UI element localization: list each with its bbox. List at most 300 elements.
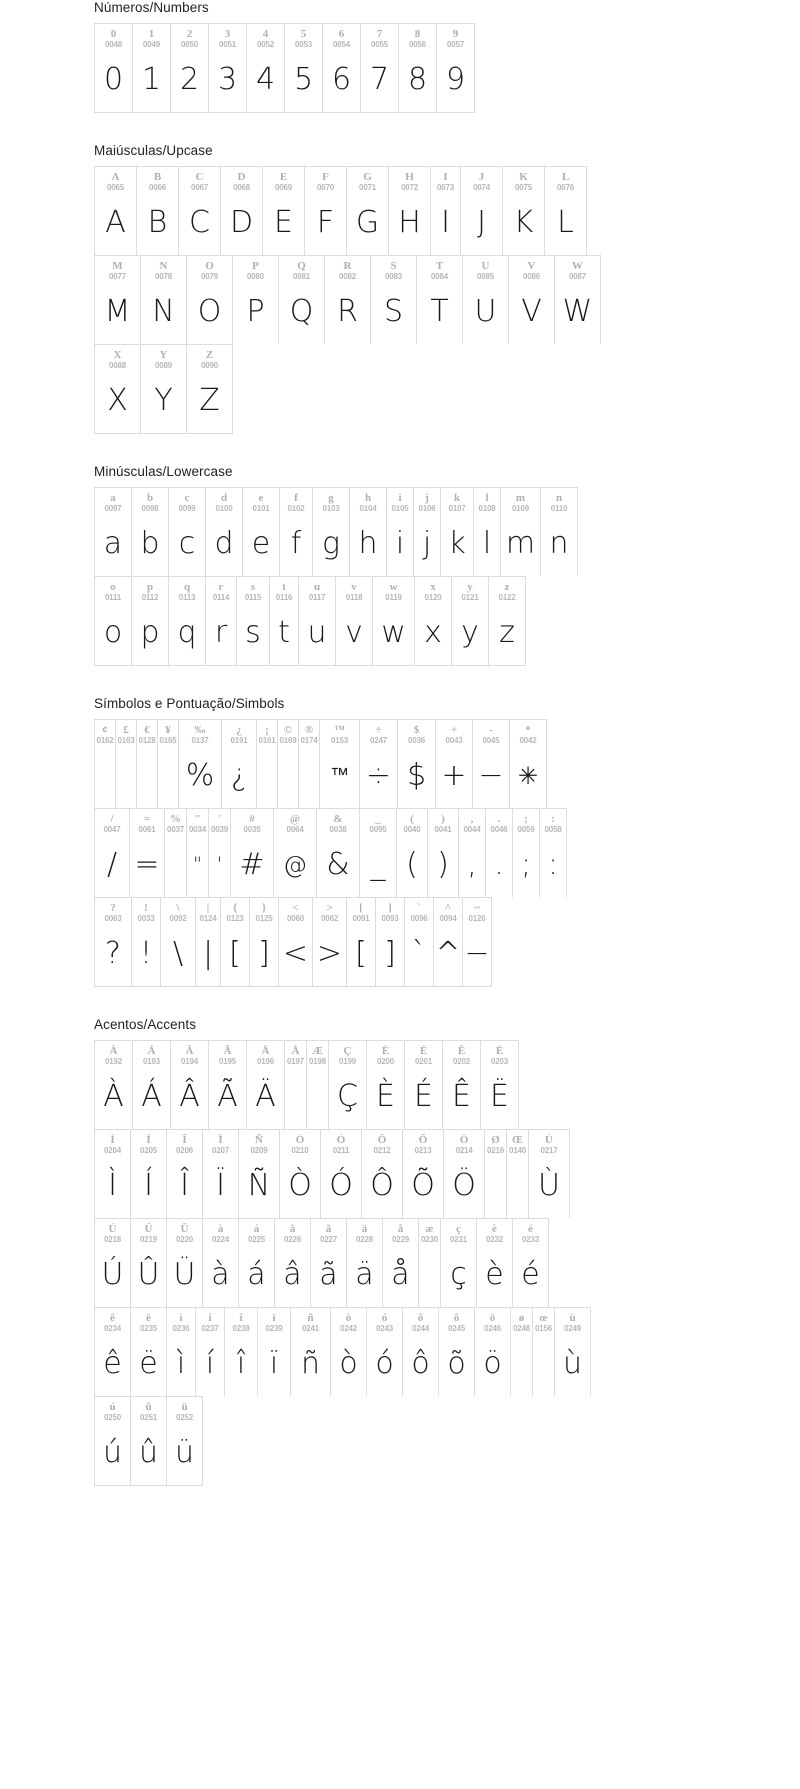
glyph-cell[interactable] xyxy=(167,1308,196,1396)
glyph-cell[interactable] xyxy=(206,577,237,665)
glyph-char-label: ' xyxy=(217,813,222,825)
glyph-cell[interactable] xyxy=(95,256,141,344)
glyph-cell[interactable] xyxy=(206,488,243,576)
glyph-cell[interactable] xyxy=(243,488,280,576)
glyph-cell[interactable] xyxy=(360,720,398,808)
glyph-cell[interactable] xyxy=(280,1130,321,1218)
glyph-cell-head xyxy=(443,1041,480,1070)
glyph-cell[interactable] xyxy=(209,809,231,897)
glyph-cell[interactable] xyxy=(436,720,473,808)
glyph-code-label: 0078 xyxy=(155,272,172,281)
glyph-cell[interactable] xyxy=(419,1219,441,1307)
glyph-cell[interactable] xyxy=(486,809,513,897)
glyph-cell-head xyxy=(225,1308,257,1337)
glyph-sample: m xyxy=(505,525,536,561)
glyph-sample: ò xyxy=(339,1345,358,1381)
glyph-char-label: ® xyxy=(304,724,314,736)
glyph-sample: T xyxy=(430,293,449,329)
glyph-cell[interactable] xyxy=(95,24,133,112)
glyph-cell[interactable] xyxy=(399,24,437,112)
glyph-cell[interactable] xyxy=(187,256,233,344)
glyph-code-label: 0075 xyxy=(515,183,532,192)
glyph-cell[interactable] xyxy=(452,577,489,665)
glyph-code-label: 0083 xyxy=(385,272,402,281)
glyph-sample: Ú xyxy=(101,1256,124,1292)
glyph-cell-head xyxy=(414,488,440,517)
glyph-code-label: 0250 xyxy=(104,1413,121,1422)
glyph-code-label: 0049 xyxy=(143,40,160,49)
glyph-cell-head xyxy=(405,1041,442,1070)
glyph-cell[interactable] xyxy=(167,1219,203,1307)
glyph-code-label: 0084 xyxy=(431,272,448,281)
glyph-cell[interactable] xyxy=(257,720,278,808)
glyph-sample: R xyxy=(337,293,358,329)
glyph-code-label: 0124 xyxy=(199,914,217,923)
glyph-cell-head xyxy=(459,809,485,838)
glyph-cell[interactable] xyxy=(336,577,373,665)
glyph-cell[interactable] xyxy=(95,809,130,897)
glyph-cell-head xyxy=(473,720,509,749)
glyph-char-label: { xyxy=(232,902,238,914)
glyph-cell[interactable] xyxy=(313,898,347,986)
glyph-char-label: Ù xyxy=(545,1134,553,1146)
glyph-cell[interactable] xyxy=(387,488,414,576)
glyph-char-label: m xyxy=(515,492,526,504)
glyph-cell[interactable] xyxy=(169,577,206,665)
glyph-cell[interactable] xyxy=(443,1041,481,1129)
glyph-code-label: 0169 xyxy=(279,736,297,745)
glyph-cell[interactable] xyxy=(513,1219,549,1307)
glyph-cell[interactable] xyxy=(132,488,169,576)
glyph-cell[interactable] xyxy=(299,577,336,665)
glyph-sample: Â xyxy=(179,1078,200,1114)
glyph-sample: ó xyxy=(375,1345,394,1381)
glyph-cell[interactable] xyxy=(161,898,196,986)
glyph-cell[interactable] xyxy=(317,809,360,897)
glyph-cell[interactable] xyxy=(417,256,463,344)
glyph-cell[interactable] xyxy=(481,1041,519,1129)
glyph-sample: ì xyxy=(176,1345,186,1381)
glyph-char-label: # xyxy=(249,813,255,825)
glyph-cell[interactable] xyxy=(279,256,325,344)
section-title: Maiúsculas/Upcase xyxy=(94,143,213,158)
glyph-cell[interactable] xyxy=(95,167,137,255)
glyph-cell-head xyxy=(167,1130,202,1159)
glyph-cell[interactable] xyxy=(141,345,187,433)
glyph-cell[interactable] xyxy=(405,898,434,986)
glyph-char-label: $ xyxy=(413,724,420,736)
glyph-sample: J xyxy=(477,204,486,240)
glyph-sample: ô xyxy=(411,1345,430,1381)
glyph-code-label: 0035 xyxy=(243,825,261,834)
glyph-char-label: ~ xyxy=(474,902,480,914)
glyph-cell[interactable] xyxy=(274,809,317,897)
glyph-cell[interactable] xyxy=(511,1308,533,1396)
glyph-code-label: 0040 xyxy=(403,825,421,834)
glyph-sample: ^ xyxy=(435,935,461,971)
glyph-cell[interactable] xyxy=(187,345,233,433)
glyph-cell[interactable] xyxy=(463,898,492,986)
glyph-sample xyxy=(511,1337,532,1396)
glyph-cell-head xyxy=(336,577,372,606)
glyph-code-label: 0211 xyxy=(332,1146,350,1155)
glyph-cell[interactable] xyxy=(179,167,221,255)
glyph-sample: ï xyxy=(269,1345,279,1381)
glyph-sample xyxy=(507,1159,528,1218)
glyph-cell[interactable] xyxy=(555,1308,591,1396)
glyph-cell[interactable] xyxy=(389,167,431,255)
glyph-char-label: x xyxy=(430,581,436,593)
glyph-cell[interactable] xyxy=(307,1041,329,1129)
glyph-code-label: 0212 xyxy=(373,1146,391,1155)
glyph-cell-head xyxy=(313,488,349,517)
glyph-cell[interactable] xyxy=(95,1130,131,1218)
glyph-cell-head xyxy=(250,898,278,927)
glyph-cell[interactable] xyxy=(360,809,397,897)
glyph-cell[interactable] xyxy=(137,167,179,255)
glyph-char-label: © xyxy=(283,724,293,736)
glyph-char-label: l xyxy=(485,492,489,504)
glyph-cell[interactable] xyxy=(331,1308,367,1396)
glyph-char-label: v xyxy=(351,581,357,593)
glyph-cell[interactable] xyxy=(361,24,399,112)
glyph-cell[interactable] xyxy=(313,488,350,576)
glyph-sample: ] xyxy=(384,935,396,971)
glyph-cell[interactable] xyxy=(459,809,486,897)
glyph-char-label: [ xyxy=(359,902,363,914)
glyph-cell[interactable] xyxy=(95,345,141,433)
glyph-cell[interactable] xyxy=(167,1397,203,1485)
glyph-cell[interactable] xyxy=(116,720,137,808)
glyph-cell[interactable] xyxy=(362,1130,403,1218)
glyph-char-label: € xyxy=(144,724,150,736)
glyph-cell[interactable] xyxy=(95,1397,131,1485)
glyph-sample: I xyxy=(441,204,450,240)
glyph-cell-head xyxy=(133,1041,170,1070)
glyph-sample: í xyxy=(205,1345,215,1381)
glyph-cell-head xyxy=(187,809,208,838)
glyph-cell[interactable] xyxy=(299,720,320,808)
glyph-cell[interactable] xyxy=(187,809,209,897)
glyph-cell[interactable] xyxy=(203,1219,239,1307)
glyph-sample: ö xyxy=(483,1345,502,1381)
glyph-cell[interactable] xyxy=(376,898,405,986)
glyph-cell[interactable] xyxy=(513,809,540,897)
glyph-cell[interactable] xyxy=(221,167,263,255)
glyph-cell[interactable] xyxy=(275,1219,311,1307)
glyph-cell[interactable] xyxy=(233,256,279,344)
glyph-cell[interactable] xyxy=(321,1130,362,1218)
glyph-code-label: 0243 xyxy=(376,1324,393,1333)
glyph-code-label: 0077 xyxy=(109,272,126,281)
glyph-cell[interactable] xyxy=(347,898,376,986)
glyph-sample: 5 xyxy=(293,61,314,97)
glyph-cell[interactable] xyxy=(329,1041,367,1129)
glyph-cell-head xyxy=(510,720,546,749)
glyph-cell[interactable] xyxy=(489,577,526,665)
glyph-cell[interactable] xyxy=(133,1041,171,1129)
glyph-cell-head xyxy=(137,167,178,196)
glyph-cell-head xyxy=(317,809,359,838)
glyph-cell[interactable] xyxy=(131,1308,167,1396)
glyph-cell[interactable] xyxy=(258,1308,291,1396)
glyph-cell[interactable] xyxy=(347,167,389,255)
glyph-code-label: 0248 xyxy=(513,1324,530,1333)
glyph-cell[interactable] xyxy=(509,256,555,344)
glyph-cell[interactable] xyxy=(501,488,541,576)
glyph-sample: î xyxy=(236,1345,246,1381)
glyph-cell[interactable] xyxy=(473,720,510,808)
glyph-cell[interactable] xyxy=(196,1308,225,1396)
glyph-code-label: 0066 xyxy=(149,183,166,192)
glyph-code-label: 0137 xyxy=(191,736,209,745)
glyph-cell[interactable] xyxy=(171,1041,209,1129)
glyph-cell[interactable] xyxy=(95,488,132,576)
glyph-cell[interactable] xyxy=(263,167,305,255)
glyph-cell[interactable] xyxy=(131,1130,167,1218)
glyph-cell-head xyxy=(305,167,346,196)
glyph-cell-head xyxy=(95,577,131,606)
glyph-char-label: r xyxy=(218,581,224,593)
glyph-char-label: b xyxy=(146,492,154,504)
glyph-cell[interactable] xyxy=(555,256,601,344)
glyph-code-label: 0218 xyxy=(104,1235,121,1244)
glyph-sample: > xyxy=(316,935,343,971)
glyph-cell-head xyxy=(383,1219,418,1248)
glyph-cell[interactable] xyxy=(169,488,206,576)
glyph-cell[interactable] xyxy=(209,24,247,112)
glyph-cell[interactable] xyxy=(165,809,187,897)
glyph-char-label: p xyxy=(146,581,154,593)
glyph-code-label: 0110 xyxy=(550,504,568,513)
glyph-code-label: 0233 xyxy=(522,1235,539,1244)
glyph-cell[interactable] xyxy=(541,488,578,576)
glyph-char-label: = xyxy=(143,813,151,825)
glyph-cell[interactable] xyxy=(441,1219,477,1307)
glyph-cell[interactable] xyxy=(439,1308,475,1396)
glyph-cell[interactable] xyxy=(540,809,567,897)
glyph-cell[interactable] xyxy=(373,577,415,665)
glyph-cell[interactable] xyxy=(347,1219,383,1307)
glyph-cell-head xyxy=(95,1041,132,1070)
glyph-cell[interactable] xyxy=(95,1219,131,1307)
glyph-cell[interactable] xyxy=(285,24,323,112)
glyph-cell[interactable] xyxy=(278,720,299,808)
glyph-cell[interactable] xyxy=(463,256,509,344)
glyph-sample: ™ xyxy=(330,764,349,786)
glyph-cell[interactable] xyxy=(428,809,459,897)
glyph-cell[interactable] xyxy=(196,898,221,986)
glyph-cell[interactable] xyxy=(280,488,313,576)
glyph-char-label: Ñ xyxy=(255,1134,263,1146)
glyph-cell[interactable] xyxy=(95,577,132,665)
glyph-cell[interactable] xyxy=(291,1308,331,1396)
glyph-cell-head xyxy=(389,167,430,196)
glyph-cell[interactable] xyxy=(325,256,371,344)
glyph-char-label: ‰ xyxy=(194,724,206,736)
glyph-cell[interactable] xyxy=(247,24,285,112)
glyph-cell[interactable] xyxy=(171,24,209,112)
glyph-code-label: 0082 xyxy=(339,272,356,281)
glyph-cell[interactable] xyxy=(133,24,171,112)
glyph-cell[interactable] xyxy=(209,1041,247,1129)
glyph-sample: H xyxy=(398,204,421,240)
glyph-cell[interactable] xyxy=(179,720,222,808)
glyph-cell[interactable] xyxy=(533,1308,555,1396)
glyph-char-label: Ì xyxy=(110,1134,115,1146)
glyph-cell[interactable] xyxy=(415,577,452,665)
glyph-cell[interactable] xyxy=(323,24,361,112)
glyph-cell[interactable] xyxy=(320,720,360,808)
glyph-cell-head xyxy=(474,488,500,517)
glyph-cell[interactable] xyxy=(158,720,179,808)
glyph-code-label: 0090 xyxy=(201,361,218,370)
glyph-cell[interactable] xyxy=(285,1041,307,1129)
glyph-char-label: } xyxy=(261,902,267,914)
glyph-cell[interactable] xyxy=(398,720,436,808)
glyph-cell-head xyxy=(555,256,600,285)
glyph-sample: é xyxy=(521,1256,540,1292)
glyph-cell[interactable] xyxy=(397,809,428,897)
glyph-sample: t xyxy=(278,614,290,650)
glyph-cell[interactable] xyxy=(350,488,387,576)
glyph-sample: B xyxy=(147,204,168,240)
glyph-cell-head xyxy=(280,488,312,517)
glyph-table xyxy=(0,23,800,113)
glyph-code-label: 0111 xyxy=(104,593,122,602)
glyph-sample: Ì xyxy=(108,1167,117,1203)
glyph-cell[interactable] xyxy=(137,720,158,808)
glyph-cell[interactable] xyxy=(167,1130,203,1218)
glyph-cell[interactable] xyxy=(414,488,441,576)
glyph-sample: G xyxy=(355,204,380,240)
glyph-code-label: 0048 xyxy=(105,40,122,49)
glyph-code-label: 0086 xyxy=(523,272,540,281)
glyph-sample: | xyxy=(202,935,214,971)
glyph-cell[interactable] xyxy=(95,898,132,986)
glyph-char-label: î xyxy=(239,1312,243,1324)
glyph-cell-head xyxy=(258,1308,290,1337)
glyph-cell-head xyxy=(397,809,427,838)
glyph-sample: ¿ xyxy=(230,757,248,793)
glyph-cell[interactable] xyxy=(95,1308,131,1396)
glyph-cell[interactable] xyxy=(485,1130,507,1218)
glyph-cell[interactable] xyxy=(475,1308,511,1396)
glyph-cell-head xyxy=(463,898,491,927)
glyph-code-label: 0244 xyxy=(412,1324,429,1333)
glyph-cell[interactable] xyxy=(250,898,279,986)
glyph-char-label: Q xyxy=(297,260,306,272)
glyph-cell[interactable] xyxy=(403,1308,439,1396)
glyph-code-label: 0050 xyxy=(181,40,198,49)
glyph-char-label: 1 xyxy=(148,28,155,40)
glyph-code-label: 0081 xyxy=(293,272,310,281)
glyph-cell-head xyxy=(187,345,232,374)
glyph-code-label: 0196 xyxy=(257,1057,274,1066)
glyph-cell[interactable] xyxy=(132,898,161,986)
glyph-sample: ü xyxy=(174,1434,194,1470)
glyph-cell[interactable] xyxy=(405,1041,443,1129)
glyph-cell[interactable] xyxy=(239,1130,280,1218)
glyph-code-label: 0096 xyxy=(410,914,428,923)
glyph-cell[interactable] xyxy=(305,167,347,255)
glyph-code-label: 0097 xyxy=(104,504,122,513)
glyph-cell[interactable] xyxy=(371,256,417,344)
glyph-cell[interactable] xyxy=(279,898,313,986)
glyph-cell[interactable] xyxy=(367,1308,403,1396)
glyph-cell[interactable] xyxy=(529,1130,570,1218)
glyph-cell[interactable] xyxy=(237,577,270,665)
glyph-code-label: 0039 xyxy=(211,825,228,834)
glyph-cell[interactable] xyxy=(141,256,187,344)
glyph-cell[interactable] xyxy=(383,1219,419,1307)
glyph-code-label: 0192 xyxy=(105,1057,122,1066)
glyph-cell[interactable] xyxy=(130,809,165,897)
glyph-cell[interactable] xyxy=(221,898,250,986)
glyph-char-label: à xyxy=(217,1223,224,1235)
glyph-cell[interactable] xyxy=(474,488,501,576)
glyph-code-label: 0091 xyxy=(352,914,370,923)
glyph-char-label: Ç xyxy=(343,1045,352,1057)
glyph-cell[interactable] xyxy=(95,720,116,808)
glyph-char-label: â xyxy=(289,1223,296,1235)
glyph-cell[interactable] xyxy=(441,488,474,576)
glyph-cell[interactable] xyxy=(95,1041,133,1129)
glyph-cell[interactable] xyxy=(231,809,274,897)
glyph-code-label: 0070 xyxy=(317,183,334,192)
glyph-code-label: 0092 xyxy=(169,914,187,923)
glyph-cell[interactable] xyxy=(507,1130,529,1218)
glyph-sample: u xyxy=(307,614,327,650)
glyph-cell-head xyxy=(131,1219,166,1248)
glyph-cell[interactable] xyxy=(510,720,547,808)
glyph-cell[interactable] xyxy=(132,577,169,665)
glyph-cell[interactable] xyxy=(203,1130,239,1218)
glyph-cell[interactable] xyxy=(131,1219,167,1307)
glyph-cell[interactable] xyxy=(434,898,463,986)
glyph-cell[interactable] xyxy=(239,1219,275,1307)
glyph-sample: 3 xyxy=(217,61,238,97)
glyph-cell[interactable] xyxy=(247,1041,285,1129)
glyph-cell[interactable] xyxy=(222,720,257,808)
glyph-cell[interactable] xyxy=(225,1308,258,1396)
glyph-sample xyxy=(285,1070,306,1129)
glyph-code-label: 0034 xyxy=(189,825,206,834)
glyph-cell[interactable] xyxy=(270,577,299,665)
glyph-cell[interactable] xyxy=(503,167,545,255)
glyph-cell[interactable] xyxy=(131,1397,167,1485)
glyph-cell[interactable] xyxy=(367,1041,405,1129)
glyph-sample: 1 xyxy=(141,61,162,97)
glyph-cell-head xyxy=(275,1219,310,1248)
glyph-char-label: Í xyxy=(146,1134,151,1146)
glyph-cell-head xyxy=(203,1130,238,1159)
glyph-cell[interactable] xyxy=(437,24,475,112)
glyph-sample: ' xyxy=(216,853,223,875)
glyph-cell[interactable] xyxy=(311,1219,347,1307)
glyph-code-label: 0251 xyxy=(140,1413,157,1422)
glyph-sample: Ñ xyxy=(247,1167,271,1203)
glyph-cell[interactable] xyxy=(461,167,503,255)
glyph-cell[interactable] xyxy=(444,1130,485,1218)
glyph-cell[interactable] xyxy=(403,1130,444,1218)
glyph-sample: [ xyxy=(355,935,367,971)
glyph-cell[interactable] xyxy=(431,167,461,255)
glyph-cell[interactable] xyxy=(477,1219,513,1307)
glyph-cell[interactable] xyxy=(545,167,587,255)
glyph-sample xyxy=(158,749,178,808)
glyph-char-label: œ xyxy=(539,1312,548,1324)
